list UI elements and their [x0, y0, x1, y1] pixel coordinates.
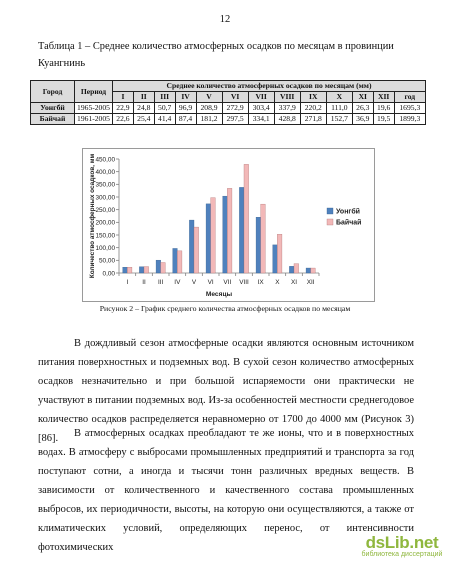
table-cell-value: 19,6 — [373, 103, 394, 114]
table-cell-value: 50,7 — [154, 103, 175, 114]
bar-series-2 — [244, 164, 249, 273]
bar-series-2 — [194, 227, 199, 273]
y-axis-title: Количество атмосферных осадков, мм — [89, 153, 96, 279]
chart-svg — [83, 149, 374, 301]
paragraph-1-text: В дождливый сезон атмосферные осадки являются основным источником питания поверхностных и подземных вод. В сухой сезон количество атмосферных осадков незначительно и при большой испаряемости они практически не участвуют в питании подземных вод. Из-за особенностей местности среднегодовое количество осадков распределяется неравномерно от 1700 до 4000 мм (Рисунок 3) [86]. — [38, 338, 414, 444]
y-tick-label: 50,00 — [99, 257, 115, 265]
table-month-header: XI — [352, 92, 373, 103]
table-cell-value: 181,2 — [196, 114, 222, 125]
table-month-header: год — [394, 92, 425, 103]
table-cell-value: 272,9 — [222, 103, 248, 114]
table-month-header: VIII — [274, 92, 300, 103]
bar-series-1 — [239, 187, 244, 273]
table-cell-period: 1961-2005 — [75, 114, 113, 125]
precipitation-chart — [82, 148, 375, 302]
table-cell-value: 24,8 — [133, 103, 154, 114]
table-month-header: IX — [300, 92, 326, 103]
table-cell-value: 428,8 — [274, 114, 300, 125]
table-month-header: VII — [248, 92, 274, 103]
paragraph-2-text: В атмосферных осадках преобладают те же ионы, что и в поверхностных водах. В атмосферу с выбросами промышленных предприятий и транспорта за год поступают сотни, а иногда и тысячи тонн различных вредных веществ. В зависимости от количественного и качественного состава промышленных выбросов, их периодичности, высоты, на которую они осуществляются, а также от климатических условий, определяющих перенос, от интенсивности фотохимических — [38, 428, 414, 553]
table-cell-value: 1899,3 — [394, 114, 425, 125]
bar-series-1 — [256, 217, 261, 273]
table-row — [31, 103, 426, 114]
bar-series-1 — [189, 220, 194, 273]
x-tick-label: V — [191, 279, 197, 286]
table-cell-value: 41,4 — [154, 114, 175, 125]
page-number: 12 — [219, 14, 231, 25]
table-cell-period: 1965-2005 — [75, 103, 113, 114]
table-cell-value: 22,9 — [113, 103, 134, 114]
table-cell-value: 111,0 — [326, 103, 352, 114]
table-cell-value: 271,8 — [300, 114, 326, 125]
bar-series-2 — [144, 267, 149, 273]
y-tick-label: 350,00 — [95, 181, 115, 189]
table-cell-value: 87,4 — [175, 114, 196, 125]
bar-series-1 — [123, 267, 128, 273]
y-tick-label: 250,00 — [95, 207, 115, 215]
table-month-header: X — [326, 92, 352, 103]
table-month-header: IV — [175, 92, 196, 103]
bar-series-1 — [206, 204, 211, 273]
x-tick-label: I — [126, 279, 129, 286]
bar-series-1 — [156, 260, 161, 273]
table-caption: Таблица 1 – Среднее количество атмосферных осадков по месяцам в провинции Куангнинь — [38, 41, 394, 69]
x-tick-label: III — [158, 279, 164, 286]
y-tick-label: 0,00 — [102, 270, 115, 278]
bar-series-1 — [173, 248, 178, 273]
legend-swatch — [327, 219, 333, 225]
table-cell-value: 96,9 — [175, 103, 196, 114]
table-month-header: VI — [222, 92, 248, 103]
table-row — [31, 114, 426, 125]
table-month-header: II — [133, 92, 154, 103]
y-tick-label: 150,00 — [95, 232, 115, 240]
table-cell-city: Уонгбй — [31, 103, 75, 114]
bar-series-1 — [289, 266, 294, 273]
legend-label: Байчай — [336, 219, 362, 227]
table-cell-value: 337,9 — [274, 103, 300, 114]
table-cell-value: 152,7 — [326, 114, 352, 125]
bar-series-2 — [177, 251, 182, 273]
table-cell-city: Байчай — [31, 114, 75, 125]
bar-series-1 — [139, 267, 144, 273]
x-tick-label: XI — [290, 279, 298, 286]
y-tick-label: 450,00 — [95, 156, 115, 164]
bar-series-2 — [161, 263, 166, 273]
table-month-header: XII — [373, 92, 394, 103]
x-tick-label: X — [275, 279, 280, 286]
table-cell-value: 1695,3 — [394, 103, 425, 114]
table-cell-value: 297,5 — [222, 114, 248, 125]
bar-series-2 — [294, 264, 299, 273]
bar-series-2 — [261, 204, 266, 273]
watermark-subtitle: библиотека диссертаций — [361, 551, 443, 558]
table-cell-value: 26,3 — [352, 103, 373, 114]
precipitation-table — [30, 80, 426, 125]
table-head-group: Среднее количество атмосферных осадков по месяцам (мм) — [113, 81, 426, 92]
bar-series-2 — [227, 188, 232, 273]
table-month-header: III — [154, 92, 175, 103]
bar-series-2 — [127, 267, 132, 273]
table-body — [31, 103, 426, 125]
y-tick-label: 100,00 — [95, 245, 115, 253]
watermark — [354, 533, 450, 558]
x-tick-label: IV — [174, 279, 181, 286]
bar-series-1 — [306, 268, 311, 273]
figure-caption: Рисунок 2 – График среднего количества атмосферных осадков по месяцам — [99, 304, 351, 313]
table-cell-value: 22,6 — [113, 114, 134, 125]
y-tick-label: 300,00 — [95, 194, 115, 202]
table-head-period: Период — [75, 81, 113, 103]
x-tick-label: II — [142, 279, 146, 286]
y-tick-label: 200,00 — [95, 219, 115, 227]
table-head-city: Город — [31, 81, 75, 103]
table-month-header: I — [113, 92, 134, 103]
table-month-header: V — [196, 92, 222, 103]
legend-swatch — [327, 208, 333, 214]
x-tick-label: XII — [306, 279, 315, 286]
y-tick-label: 400,00 — [95, 169, 115, 177]
x-tick-label: VI — [207, 279, 214, 286]
table-cell-value: 19,5 — [373, 114, 394, 125]
x-tick-label: IX — [257, 279, 264, 286]
table-cell-value: 208,9 — [196, 103, 222, 114]
bar-series-2 — [277, 234, 282, 273]
table-cell-value: 25,4 — [133, 114, 154, 125]
bar-series-1 — [273, 245, 278, 273]
x-tick-label: VIII — [239, 279, 249, 286]
table-cell-value: 334,1 — [248, 114, 274, 125]
bar-series-2 — [211, 198, 216, 273]
watermark-logo: dsLib.net — [365, 533, 439, 552]
bar-series-2 — [311, 268, 316, 273]
legend-label: Уонгбй — [336, 208, 360, 216]
bar-series-1 — [223, 196, 228, 273]
x-tick-label: VII — [223, 279, 232, 286]
table-cell-value: 303,4 — [248, 103, 274, 114]
x-axis-title: Месяцы — [205, 291, 233, 298]
table-cell-value: 36,9 — [352, 114, 373, 125]
table-cell-value: 220,2 — [300, 103, 326, 114]
